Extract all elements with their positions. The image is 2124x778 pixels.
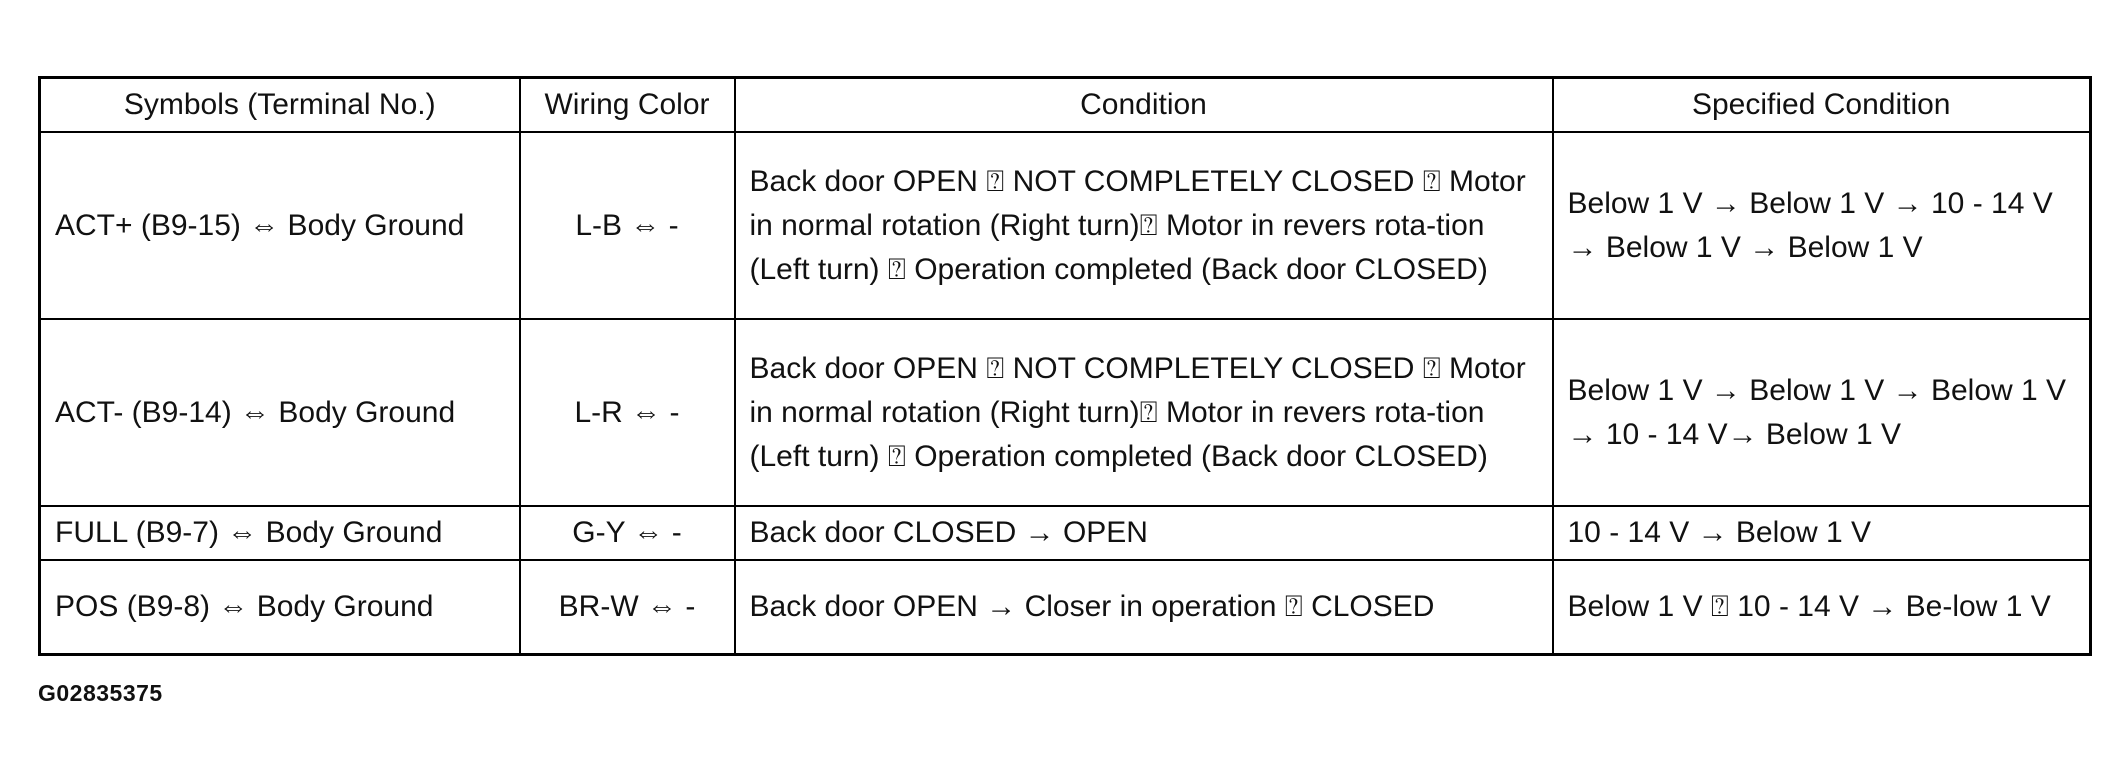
table-header-row [40, 78, 2091, 133]
table-row [40, 132, 2091, 319]
figure-code: G02835375 [38, 680, 163, 706]
header-symbols: Symbols (Terminal No.) [40, 78, 520, 133]
specified-condition-cell: Below 1 V → Below 1 V → Below 1 V → 10 - 14 V→ Below 1 V [1553, 319, 2091, 506]
specification-table [38, 76, 2092, 656]
specified-condition-cell: 10 - 14 V → Below 1 V [1553, 506, 2091, 560]
condition-cell: Back door CLOSED → OPEN [735, 506, 1553, 560]
symbol-cell: ACT- (B9-14) ⇔ Body Ground [40, 319, 520, 506]
wiring-color-cell: L-B ⇔ - [520, 132, 735, 319]
table-row [40, 319, 2091, 506]
table-row [40, 560, 2091, 655]
table-row [40, 506, 2091, 560]
header-condition: Condition [735, 78, 1553, 133]
wiring-color-cell: G-Y ⇔ - [520, 506, 735, 560]
wiring-color-cell: BR-W ⇔ - [520, 560, 735, 655]
condition-cell: Back door OPEN ⍰ NOT COMPLETELY CLOSED ⍰ Motor in normal rotation (Right turn)⍰ Motor in revers rota-tion (Left turn) ⍰ Operation completed (Back door CLOSED) [735, 132, 1553, 319]
header-wiring-color: Wiring Color [520, 78, 735, 133]
condition-cell: Back door OPEN → Closer in operation ⍰ CLOSED [735, 560, 1553, 655]
specified-condition-cell: Below 1 V → Below 1 V → 10 - 14 V → Below 1 V → Below 1 V [1553, 132, 2091, 319]
specified-condition-cell: Below 1 V ⍰ 10 - 14 V → Be-low 1 V [1553, 560, 2091, 655]
symbol-cell: FULL (B9-7) ⇔ Body Ground [40, 506, 520, 560]
condition-cell: Back door OPEN ⍰ NOT COMPLETELY CLOSED ⍰ Motor in normal rotation (Right turn)⍰ Motor in revers rota-tion (Left turn) ⍰ Operation completed (Back door CLOSED) [735, 319, 1553, 506]
symbol-cell: POS (B9-8) ⇔ Body Ground [40, 560, 520, 655]
wiring-color-cell: L-R ⇔ - [520, 319, 735, 506]
header-specified-condition: Specified Condition [1553, 78, 2091, 133]
symbol-cell: ACT+ (B9-15) ⇔ Body Ground [40, 132, 520, 319]
